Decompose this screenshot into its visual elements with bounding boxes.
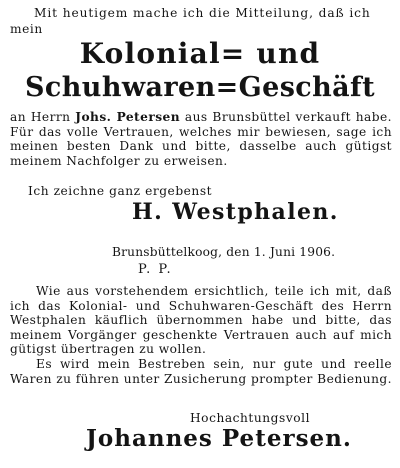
salutation-pp: P. P. — [138, 262, 173, 277]
headline-line-2: Schuhwaren=Geschäft — [25, 72, 375, 103]
dateline: Brunsbüttelkoog, den 1. Juni 1906. — [112, 245, 336, 259]
notice-1-closing: Ich zeichne ganz ergebenst — [28, 184, 213, 198]
signature-westphalen: H. Westphalen. — [132, 199, 339, 225]
notice-2-body — [10, 284, 392, 386]
intro-line-1: Mit heutigem mache ich die Mitteilung, daß ich — [34, 6, 371, 20]
notice-2-paragraph-2: Es wird mein Bestreben sein, nur gute und reelle Waren zu führen unter Zusicherung prompter Bedienung. — [10, 356, 392, 386]
buyer-name: Johs. Petersen — [75, 110, 181, 124]
intro-line-2: mein — [10, 22, 43, 36]
notice-1-body — [10, 110, 392, 168]
body-pre: an Herrn — [10, 110, 76, 124]
body-post: aus Brunsbüttel verkauft habe. Für das volle Vertrauen, welches mir bewiesen, sage ich meinen besten Dank und bitte, dasselbe auch gütigst meinem Nachfolger zu erweisen. — [10, 110, 392, 168]
notice-2-paragraph-1: Wie aus vorstehendem ersichtlich, teile ich mit, daß ich das Kolonial- und Schuhwaren-Geschäft des Herrn Westphalen käuflich übernommen habe und bitte, das meinem Vorgänger geschenkte Vertrauen auch auf mich gütigst übertragen zu wollen. — [10, 284, 392, 357]
notice-2-closing: Hochachtungsvoll — [190, 411, 311, 425]
signature-petersen: Johannes Petersen. — [86, 425, 352, 452]
headline-line-1: Kolonial= und — [79, 37, 321, 70]
